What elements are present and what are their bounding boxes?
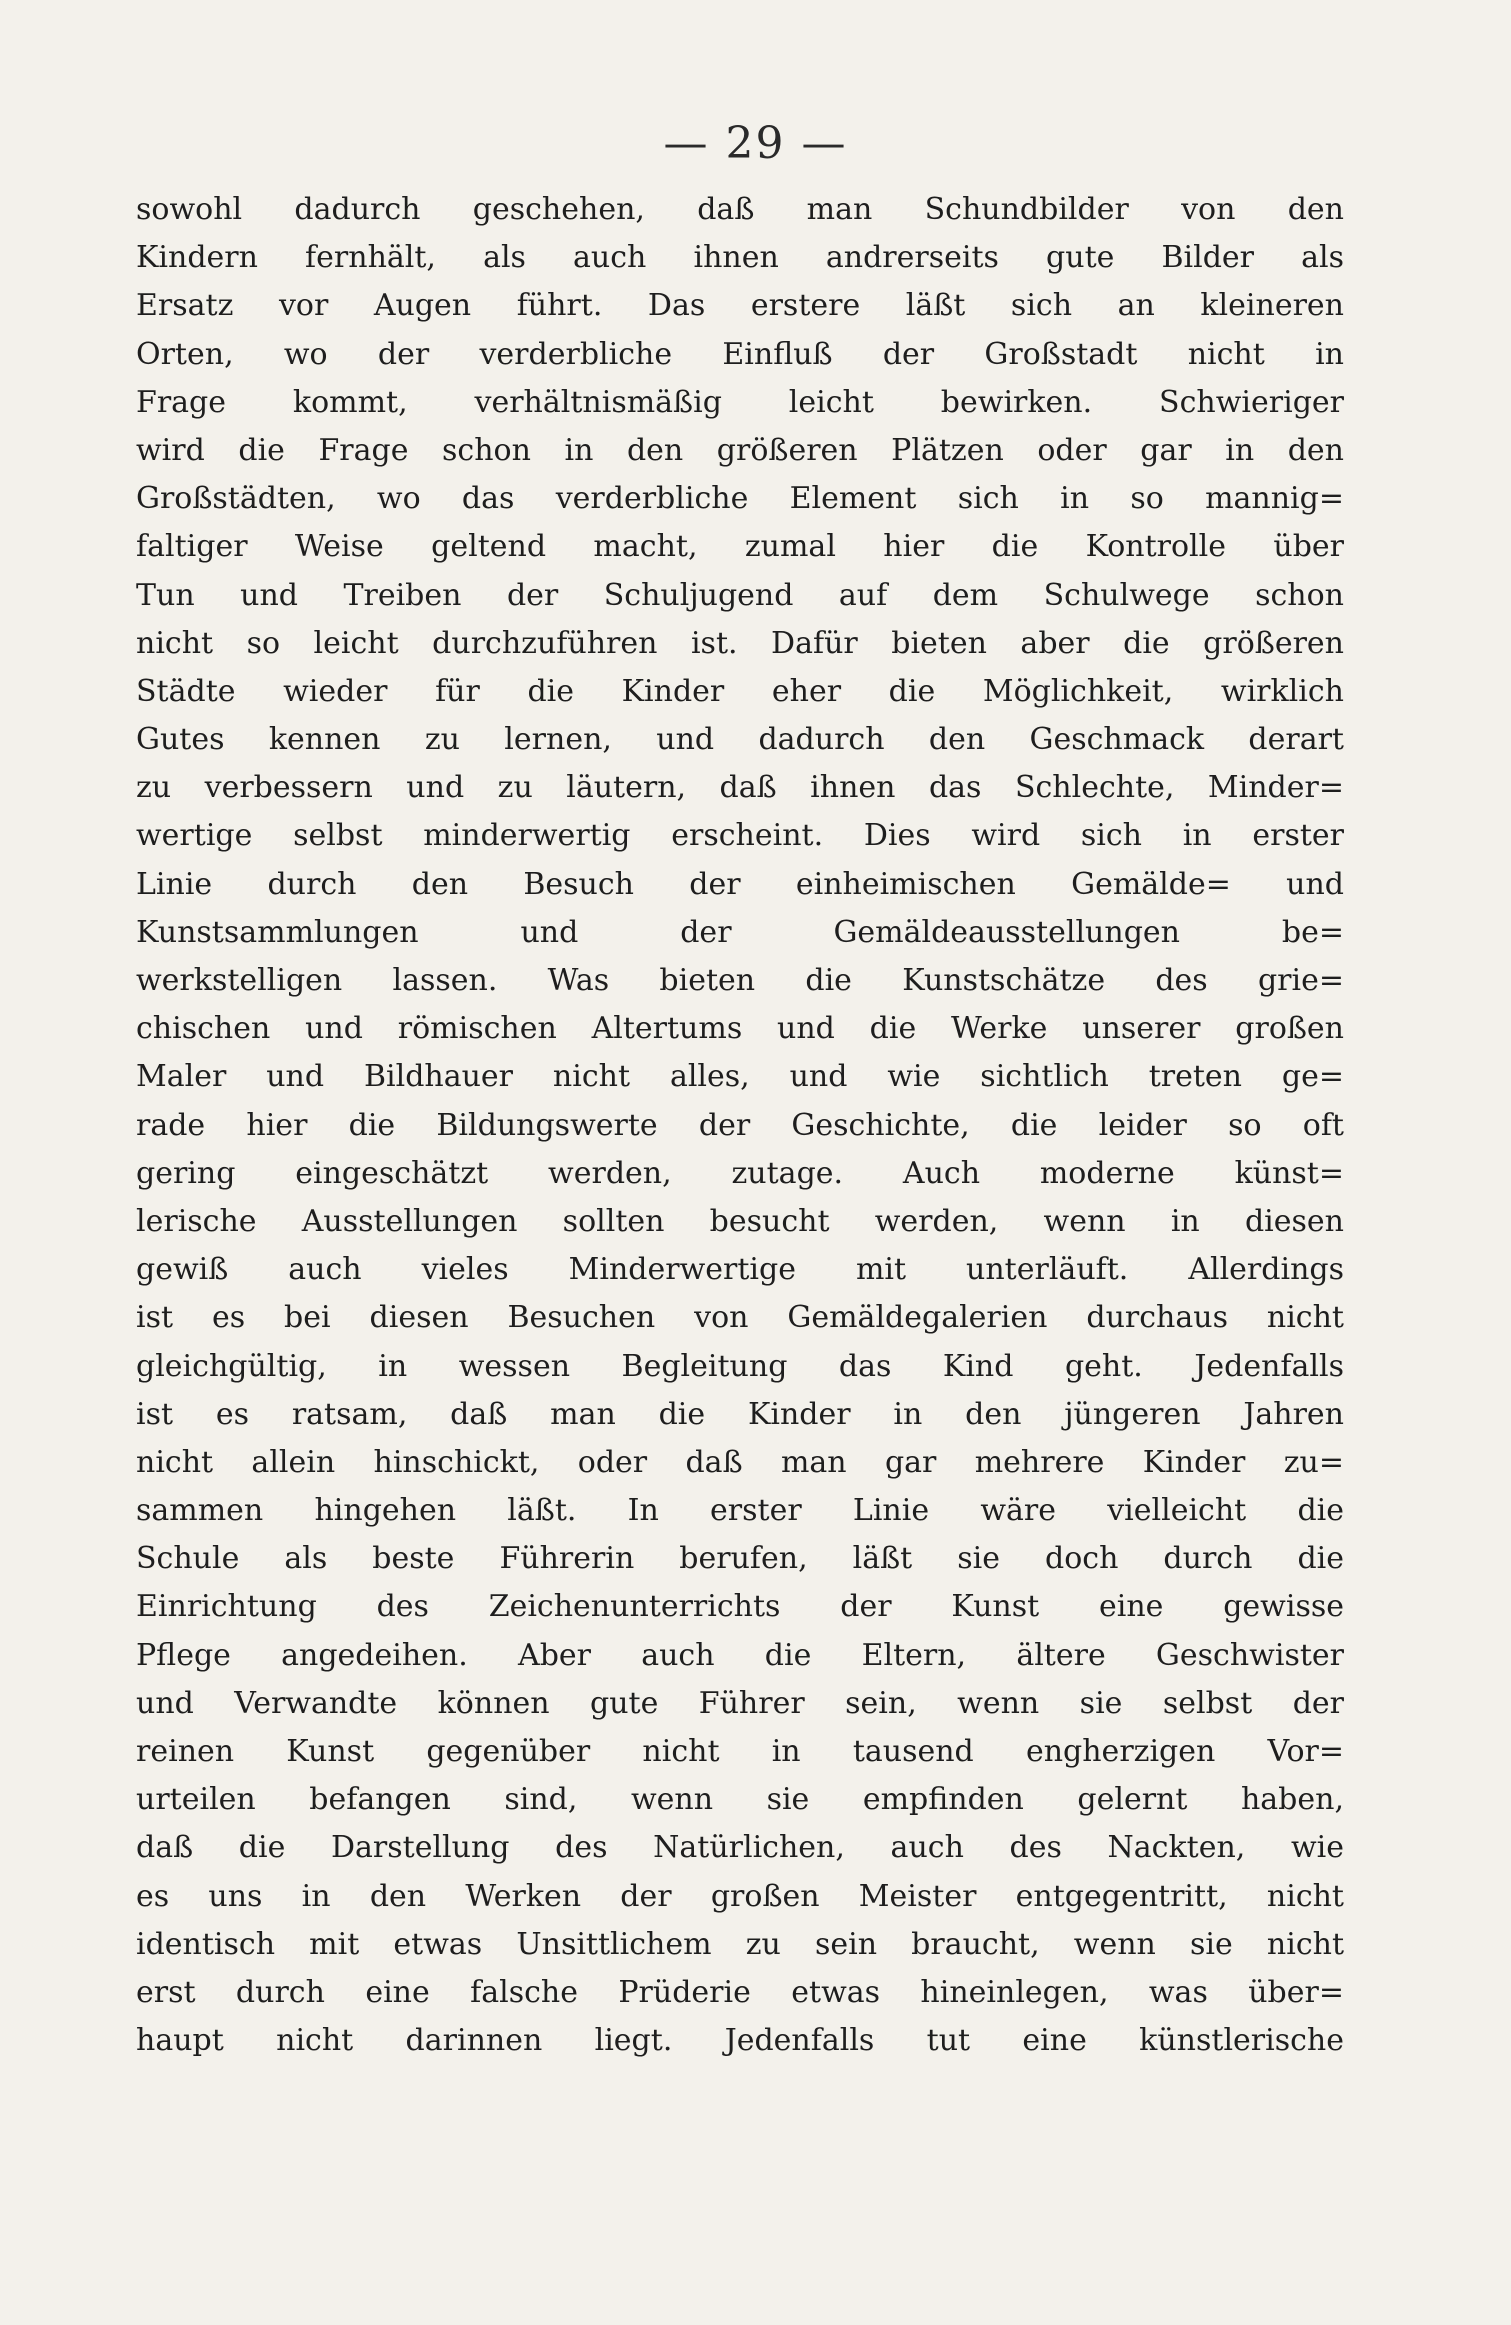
text-line: reinen Kunst gegenüber nicht in tausend engherzigen Vor= [136, 1734, 1344, 1769]
text-line: nicht allein hinschickt, oder daß man gar mehrere Kinder zu= [136, 1444, 1344, 1480]
text-line: Maler und Bildhauer nicht alles, und wie sichtlich treten ge= [136, 1059, 1344, 1095]
text-line: Großstädten, wo das verderbliche Element sich in so mannig= [136, 481, 1344, 517]
text-line: Städte wieder für die Kinder eher die Möglichkeit, wirklich [136, 673, 1344, 709]
text-line: lerische Ausstellungen sollten besucht werden, wenn in diesen [136, 1203, 1344, 1239]
text-line: urteilen befangen sind, wenn sie empfinden gelernt haben, [136, 1782, 1344, 1818]
text-line: wird die Frage schon in den größeren Plätzen oder gar in den [136, 432, 1344, 468]
text-line: gering eingeschätzt werden, zutage. Auch moderne künst= [136, 1155, 1344, 1191]
text-line: gleichgültig, in wessen Begleitung das Kind geht. Jedenfalls [136, 1348, 1344, 1384]
text-line: haupt nicht darinnen liegt. Jedenfalls tut eine künstlerische [136, 2023, 1344, 2059]
text-line: Frage kommt, verhältnismäßig leicht bewirken. Schwieriger [136, 384, 1344, 420]
text-line: Kunstsammlungen und der Gemäldeausstellungen be= [136, 914, 1344, 950]
text-line: Einrichtung des Zeichenunterrichts der Kunst eine gewisse [136, 1589, 1344, 1625]
text-line: wertige selbst minderwertig erscheint. Dies wird sich in erster [136, 818, 1344, 854]
text-line: rade hier die Bildungswerte der Geschichte, die leider so oft [136, 1107, 1344, 1143]
text-line: nicht so leicht durchzuführen ist. Dafür bieten aber die größeren [136, 625, 1344, 661]
text-line: erst durch eine falsche Prüderie etwas hineinlegen, was über= [136, 1974, 1344, 2010]
text-line: Tun und Treiben der Schuljugend auf dem Schulwege schon [136, 577, 1344, 613]
text-line: Gutes kennen zu lernen, und dadurch den Geschmack derart [136, 722, 1344, 758]
text-line: Ersatz vor Augen führt. Das erstere läßt sich an kleineren [136, 288, 1344, 324]
page-number: — 29 — [663, 118, 848, 169]
text-line: ist es ratsam, daß man die Kinder in den jüngeren Jahren [136, 1396, 1344, 1432]
text-line: faltiger Weise geltend macht, zumal hier die Kontrolle über [136, 529, 1344, 565]
text-line: gewiß auch vieles Minderwertige mit unterläuft. Allerdings [136, 1252, 1344, 1288]
text-line: chischen und römischen Altertums und die Werke unserer großen [136, 1011, 1344, 1047]
text-line: Schule als beste Führerin berufen, läßt sie doch durch die [136, 1541, 1344, 1577]
text-line: werkstelligen lassen. Was bieten die Kunstschätze des grie= [136, 963, 1344, 998]
text-line: Pflege angedeihen. Aber auch die Eltern, ältere Geschwister [136, 1637, 1344, 1673]
text-line: Kindern fernhält, als auch ihnen andrerseits gute Bilder als [136, 240, 1344, 276]
text-line: daß die Darstellung des Natürlichen, auch des Nackten, wie [136, 1830, 1344, 1866]
text-line: identisch mit etwas Unsittlichem zu sein braucht, wenn sie nicht [136, 1926, 1344, 1962]
text-line: sowohl dadurch geschehen, daß man Schundbilder von den [136, 192, 1344, 227]
text-line: es uns in den Werken der großen Meister entgegentritt, nicht [136, 1878, 1344, 1914]
text-line: sammen hingehen läßt. In erster Linie wäre vielleicht die [136, 1493, 1344, 1529]
text-line: ist es bei diesen Besuchen von Gemäldegalerien durchaus nicht [136, 1300, 1344, 1336]
text-line: Linie durch den Besuch der einheimischen Gemälde= und [136, 866, 1344, 902]
text-line: zu verbessern und zu läutern, daß ihnen das Schlechte, Minder= [136, 770, 1344, 806]
text-line: Orten, wo der verderbliche Einfluß der Großstadt nicht in [136, 336, 1344, 372]
text-line: und Verwandte können gute Führer sein, wenn sie selbst der [136, 1685, 1344, 1721]
body-text [136, 186, 1344, 2065]
